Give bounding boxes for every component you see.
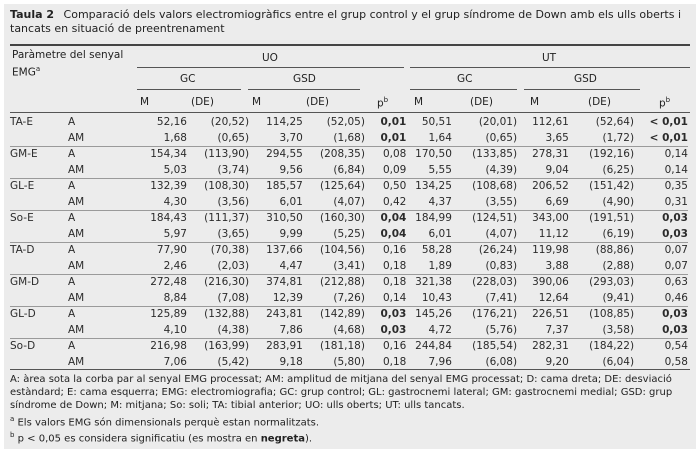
cell-uo-gsd-de: (160,30) <box>303 210 365 226</box>
cell-muscle <box>10 322 68 338</box>
table-row <box>10 162 688 178</box>
cell-muscle <box>10 258 68 274</box>
cell-muscle <box>10 194 68 210</box>
cell-uo-p: 0,03 <box>380 323 407 336</box>
cell-uo-gc-de: (108,30) <box>187 178 249 194</box>
cell-uo-gsd-m: 9,99 <box>279 227 303 240</box>
cell-ut-p: 0,03 <box>662 323 688 336</box>
cell-uo-gc-de: (2,03) <box>217 259 250 272</box>
cell-muscle: GM-E <box>10 146 68 162</box>
cell-muscle: So-D <box>10 338 68 354</box>
cell-uo-gsd-de: (52,05) <box>326 116 365 128</box>
table-row <box>10 322 688 338</box>
cell-muscle: TA-E <box>10 116 33 128</box>
uo-p-header: $p^b$ <box>377 96 389 110</box>
cell-uo-gsd-de: (212,88) <box>303 274 365 290</box>
cell-ut-gsd-de: (191,51) <box>569 210 634 226</box>
cell-uo-gc-m: 125,89 <box>138 306 187 322</box>
cell-ut-gsd-de: (151,42) <box>569 178 634 194</box>
cell-ut-gsd-m: 9,04 <box>545 163 569 176</box>
cell-uo-gsd-de: (142,89) <box>303 306 365 322</box>
cell-ut-gc-m: 1,64 <box>428 131 452 144</box>
cell-ut-p: 0,54 <box>634 338 688 354</box>
cell-uo-gsd-de: (208,35) <box>303 146 365 162</box>
cell-uo-gc-m: 154,34 <box>138 146 187 162</box>
cell-type: AM <box>67 195 85 208</box>
cell-uo-gc-m: 4,10 <box>163 323 187 336</box>
cell-uo-gc-m: 184,43 <box>138 210 187 226</box>
cell-type: AM <box>67 356 85 368</box>
cell-ut-p: 0,07 <box>634 242 688 258</box>
cell-type: AM <box>67 227 85 240</box>
uo-gc-header: GC <box>180 73 196 85</box>
cell-uo-gc-de: (0,65) <box>217 131 250 144</box>
uo-gsd-rule <box>248 89 360 90</box>
cell-ut-gc-m: 10,43 <box>421 291 452 304</box>
cell-uo-gc-m: 5,03 <box>163 163 187 176</box>
table-body <box>10 114 688 370</box>
ut-gsd-de-header: (DE) <box>588 96 611 108</box>
cell-ut-gc-m: 134,25 <box>406 178 452 194</box>
cell-ut-gsd-de: (1,72) <box>602 131 635 144</box>
param-header-line1: Paràmetre del senyal <box>12 49 124 61</box>
footnote-abbreviations: A: àrea sota la corba par al senyal EMG processat; AM: amplitud de mitjana del senyal EMG processat; D: cama dreta; DE: desviació estàndard; E: cama esquerra; EMG: electromiografia; GC: grup control; GL: gastrocnemi lateral; GM: gastrocnemi medial; GSD: grup síndrome de Down; M: mitjana; So: soli; TA: tibial anterior; UO: ulls oberts; UT: ulls tancats. <box>10 374 673 412</box>
cell-ut-gsd-de: (6,04) <box>602 356 635 368</box>
ut-gc-header: GC <box>457 73 473 85</box>
cell-type: A <box>68 274 138 290</box>
cell-uo-gc-m: 272,48 <box>138 274 187 290</box>
cell-uo-p: 0,50 <box>365 178 406 194</box>
cell-uo-gc-de: (20,52) <box>210 116 250 128</box>
emg-data-table <box>10 114 688 370</box>
cell-uo-gc-m: 77,90 <box>138 242 187 258</box>
cell-uo-gc-de: (7,08) <box>217 291 250 304</box>
cell-ut-gc-m: 50,51 <box>421 116 452 128</box>
cell-uo-gc-de: (70,38) <box>187 242 249 258</box>
cell-uo-gc-de: (113,90) <box>187 146 249 162</box>
cell-uo-gsd-m: 3,70 <box>279 131 303 144</box>
ut-header: UT <box>542 52 557 64</box>
cell-type: A <box>68 306 138 322</box>
cell-uo-gsd-de: (3,41) <box>333 259 365 272</box>
cell-ut-gsd-de: (184,22) <box>569 338 634 354</box>
cell-uo-p: 0,01 <box>380 116 407 128</box>
cell-uo-gsd-de: (125,64) <box>303 178 365 194</box>
cell-ut-gc-de: (0,65) <box>485 131 518 144</box>
cell-type: A <box>67 116 76 128</box>
uo-gc-de-header: (DE) <box>191 96 214 108</box>
cell-uo-gc-de: (3,74) <box>217 163 250 176</box>
cell-uo-gsd-m: 4,47 <box>279 259 303 272</box>
table-row <box>10 114 688 130</box>
cell-uo-p: 0,18 <box>365 274 406 290</box>
cell-type: AM <box>67 291 85 304</box>
cell-type: AM <box>67 131 85 144</box>
cell-uo-gc-m: 7,06 <box>163 356 187 368</box>
cell-ut-gc-m: 58,28 <box>406 242 452 258</box>
cell-uo-p: 0,04 <box>365 210 406 226</box>
table-caption <box>10 8 690 36</box>
cell-ut-gsd-m: 7,37 <box>545 323 569 336</box>
cell-uo-gsd-de: (7,26) <box>333 291 365 304</box>
cell-type: A <box>68 178 138 194</box>
cell-muscle <box>10 290 68 306</box>
table-row <box>10 194 688 210</box>
cell-muscle: GL-D <box>10 306 68 322</box>
cell-muscle <box>10 130 68 146</box>
cell-uo-gc-de: (132,88) <box>187 306 249 322</box>
cell-ut-gsd-m: 6,69 <box>545 195 569 208</box>
cell-ut-gsd-m: 3,65 <box>545 131 569 144</box>
cell-uo-gsd-de: (4,07) <box>333 195 365 208</box>
cell-uo-gsd-m: 310,50 <box>249 210 303 226</box>
cell-uo-gsd-m: 7,86 <box>279 323 303 336</box>
cell-ut-p: 0,03 <box>634 210 688 226</box>
cell-ut-gc-de: (176,21) <box>452 306 517 322</box>
uo-gc-rule <box>137 89 241 90</box>
table-row <box>10 210 688 226</box>
cell-uo-p: 0,03 <box>365 306 406 322</box>
cell-ut-gsd-m: 278,31 <box>517 146 569 162</box>
cell-uo-gc-de: (163,99) <box>187 338 249 354</box>
cell-uo-p: 0,18 <box>382 259 407 272</box>
cell-ut-gsd-m: 119,98 <box>517 242 569 258</box>
table-row <box>10 290 688 306</box>
cell-ut-p: 0,14 <box>634 146 688 162</box>
cell-ut-p: 0,63 <box>634 274 688 290</box>
cell-ut-gc-m: 321,38 <box>406 274 452 290</box>
uo-group-rule <box>137 67 404 68</box>
cell-uo-gsd-m: 9,18 <box>279 356 303 368</box>
table-row <box>10 242 688 258</box>
cell-ut-gc-de: (0,83) <box>485 259 518 272</box>
cell-uo-p: 0,16 <box>365 242 406 258</box>
cell-muscle: GM-D <box>10 274 68 290</box>
table-row <box>10 146 688 162</box>
cell-uo-gsd-m: 185,57 <box>249 178 303 194</box>
cell-uo-gsd-de: (104,56) <box>303 242 365 258</box>
cell-uo-gc-m: 5,97 <box>163 227 187 240</box>
cell-uo-gsd-m: 137,66 <box>249 242 303 258</box>
cell-type: AM <box>67 259 85 272</box>
cell-type: A <box>68 242 138 258</box>
cell-ut-p: 0,46 <box>664 291 688 304</box>
footer-rule <box>10 369 690 370</box>
cell-ut-gc-m: 4,72 <box>428 323 452 336</box>
cell-uo-gc-m: 2,46 <box>163 259 187 272</box>
cell-ut-gc-de: (124,51) <box>452 210 517 226</box>
table-row <box>10 258 688 274</box>
caption-label: Taula 2 <box>10 8 55 21</box>
cell-ut-gsd-m: 11,12 <box>538 227 569 240</box>
cell-ut-gc-m: 5,55 <box>428 163 452 176</box>
cell-uo-gsd-m: 283,91 <box>249 338 303 354</box>
cell-uo-gc-m: 8,84 <box>163 291 187 304</box>
cell-ut-gsd-de: (6,25) <box>602 163 635 176</box>
cell-uo-gc-de: (4,38) <box>217 323 250 336</box>
cell-uo-gsd-de: (1,68) <box>333 131 365 144</box>
cell-ut-gc-de: (133,85) <box>452 146 517 162</box>
cell-uo-gc-de: (216,30) <box>187 274 249 290</box>
cell-muscle <box>10 226 68 242</box>
param-header-line2: EMG$^a$ <box>12 65 41 79</box>
cell-uo-gsd-m: 374,81 <box>249 274 303 290</box>
cell-uo-p: 0,08 <box>365 146 406 162</box>
cell-uo-gc-m: 216,98 <box>138 338 187 354</box>
cell-muscle <box>10 354 68 370</box>
header-top-rule <box>10 44 690 46</box>
cell-muscle: So-E <box>10 210 68 226</box>
cell-ut-p: 0,35 <box>634 178 688 194</box>
cell-ut-gc-de: (6,08) <box>485 356 518 368</box>
cell-uo-p: 0,04 <box>380 227 407 240</box>
ut-p-header: $p^b$ <box>659 96 671 110</box>
uo-gc-m-header: M <box>140 96 150 108</box>
cell-type: A <box>68 338 138 354</box>
cell-ut-gc-de: (26,24) <box>452 242 517 258</box>
cell-ut-p: 0,03 <box>634 306 688 322</box>
uo-header: UO <box>262 52 278 64</box>
cell-ut-p: 0,31 <box>664 195 688 208</box>
cell-uo-gc-de: (5,42) <box>217 356 250 368</box>
ut-group-rule <box>410 67 690 68</box>
cell-uo-gsd-de: (5,80) <box>333 356 365 368</box>
footnotes <box>10 373 692 446</box>
cell-ut-p: < 0,01 <box>649 131 688 144</box>
cell-ut-gsd-m: 206,52 <box>517 178 569 194</box>
cell-ut-gsd-m: 343,00 <box>517 210 569 226</box>
ut-gc-de-header: (DE) <box>470 96 493 108</box>
cell-ut-gc-de: (185,54) <box>452 338 517 354</box>
cell-ut-gsd-de: (293,03) <box>569 274 634 290</box>
cell-ut-gc-m: 145,26 <box>406 306 452 322</box>
uo-gsd-header: GSD <box>293 73 316 85</box>
cell-ut-gsd-de: (192,16) <box>569 146 634 162</box>
cell-uo-p: 0,42 <box>382 195 407 208</box>
cell-ut-gc-de: (4,39) <box>485 163 518 176</box>
cell-type: AM <box>67 323 85 336</box>
header-bottom-rule <box>10 112 690 113</box>
caption-text: Comparació dels valors electromiogràfics entre el grup control y el grup síndrome de Down amb els ulls oberts i tancats en situació de preentrenament <box>10 8 682 35</box>
cell-ut-gc-m: 1,89 <box>428 259 452 272</box>
cell-ut-gsd-de: (52,64) <box>595 116 635 128</box>
cell-uo-gsd-m: 12,39 <box>272 291 303 304</box>
cell-uo-gsd-de: (5,25) <box>333 227 365 240</box>
cell-type: A <box>68 146 138 162</box>
cell-ut-gc-de: (20,01) <box>478 116 518 128</box>
cell-uo-p: 0,16 <box>365 338 406 354</box>
cell-ut-gc-de: (228,03) <box>452 274 517 290</box>
cell-uo-gsd-m: 294,55 <box>249 146 303 162</box>
cell-ut-gsd-de: (3,58) <box>602 323 635 336</box>
cell-muscle: TA-D <box>10 242 68 258</box>
cell-ut-p: 0,03 <box>662 227 688 240</box>
uo-gsd-de-header: (DE) <box>306 96 329 108</box>
cell-uo-gsd-m: 243,81 <box>249 306 303 322</box>
cell-ut-gc-de: (108,68) <box>452 178 517 194</box>
cell-ut-gsd-m: 112,61 <box>532 116 569 128</box>
cell-ut-p: 0,07 <box>664 259 688 272</box>
table-row <box>10 130 688 146</box>
cell-ut-gc-de: (4,07) <box>485 227 518 240</box>
cell-muscle <box>10 162 68 178</box>
cell-uo-p: 0,01 <box>380 131 407 144</box>
table-row <box>10 306 688 322</box>
cell-ut-gsd-de: (4,90) <box>602 195 635 208</box>
cell-ut-gsd-m: 282,31 <box>517 338 569 354</box>
cell-ut-gsd-de: (108,85) <box>569 306 634 322</box>
cell-ut-gc-de: (7,41) <box>485 291 518 304</box>
cell-ut-gsd-de: (9,41) <box>602 291 635 304</box>
cell-type: AM <box>67 163 85 176</box>
cell-ut-gc-m: 6,01 <box>428 227 452 240</box>
cell-ut-gc-m: 244,84 <box>406 338 452 354</box>
cell-uo-gc-m: 132,39 <box>138 178 187 194</box>
cell-ut-gc-m: 7,96 <box>428 356 452 368</box>
cell-ut-gsd-m: 390,06 <box>517 274 569 290</box>
cell-uo-p: 0,18 <box>382 356 407 368</box>
table-row <box>10 354 688 370</box>
ut-gc-m-header: M <box>414 96 424 108</box>
cell-uo-gsd-m: 6,01 <box>279 195 303 208</box>
cell-uo-p: 0,09 <box>382 163 407 176</box>
cell-ut-gc-de: (3,55) <box>485 195 518 208</box>
table-row <box>10 274 688 290</box>
cell-ut-gc-m: 184,99 <box>406 210 452 226</box>
ut-gc-rule <box>410 89 517 90</box>
cell-uo-gc-m: 1,68 <box>163 131 187 144</box>
cell-uo-gsd-m: 114,25 <box>266 116 303 128</box>
cell-ut-gsd-de: (2,88) <box>602 259 635 272</box>
footnote-b: $^b$ p < 0,05 es considera significatiu (es mostra en negreta). <box>10 431 313 445</box>
cell-ut-p: 0,58 <box>664 356 688 368</box>
cell-ut-p: 0,14 <box>664 163 688 176</box>
ut-gsd-rule <box>524 89 640 90</box>
cell-ut-gc-m: 4,37 <box>428 195 452 208</box>
param-header <box>12 48 123 80</box>
ut-gsd-m-header: M <box>530 96 540 108</box>
table-row <box>10 226 688 242</box>
cell-ut-gsd-m: 226,51 <box>517 306 569 322</box>
cell-ut-gsd-m: 12,64 <box>538 291 569 304</box>
cell-uo-gc-m: 52,16 <box>156 116 187 128</box>
cell-uo-gsd-de: (181,18) <box>303 338 365 354</box>
cell-ut-gsd-de: (6,19) <box>602 227 635 240</box>
table-row <box>10 178 688 194</box>
cell-ut-gsd-m: 3,88 <box>545 259 569 272</box>
cell-ut-gc-m: 170,50 <box>406 146 452 162</box>
cell-muscle: GL-E <box>10 178 68 194</box>
uo-gsd-m-header: M <box>252 96 262 108</box>
footnote-a: $^a$ Els valors EMG són dimensionals perquè estan normalitzats. <box>10 414 320 428</box>
cell-uo-gsd-de: (4,68) <box>333 323 365 336</box>
table-row <box>10 338 688 354</box>
cell-ut-gsd-m: 9,20 <box>545 356 569 368</box>
cell-uo-gc-m: 4,30 <box>163 195 187 208</box>
cell-uo-p: 0,14 <box>382 291 407 304</box>
cell-ut-gsd-de: (88,86) <box>569 242 634 258</box>
cell-ut-p: < 0,01 <box>649 116 688 128</box>
cell-uo-gc-de: (3,56) <box>217 195 250 208</box>
cell-uo-gc-de: (111,37) <box>187 210 249 226</box>
cell-uo-gc-de: (3,65) <box>217 227 250 240</box>
cell-uo-gsd-de: (6,84) <box>333 163 365 176</box>
cell-type: A <box>68 210 138 226</box>
cell-uo-gsd-m: 9,56 <box>279 163 303 176</box>
ut-gsd-header: GSD <box>574 73 597 85</box>
cell-ut-gc-de: (5,76) <box>485 323 518 336</box>
